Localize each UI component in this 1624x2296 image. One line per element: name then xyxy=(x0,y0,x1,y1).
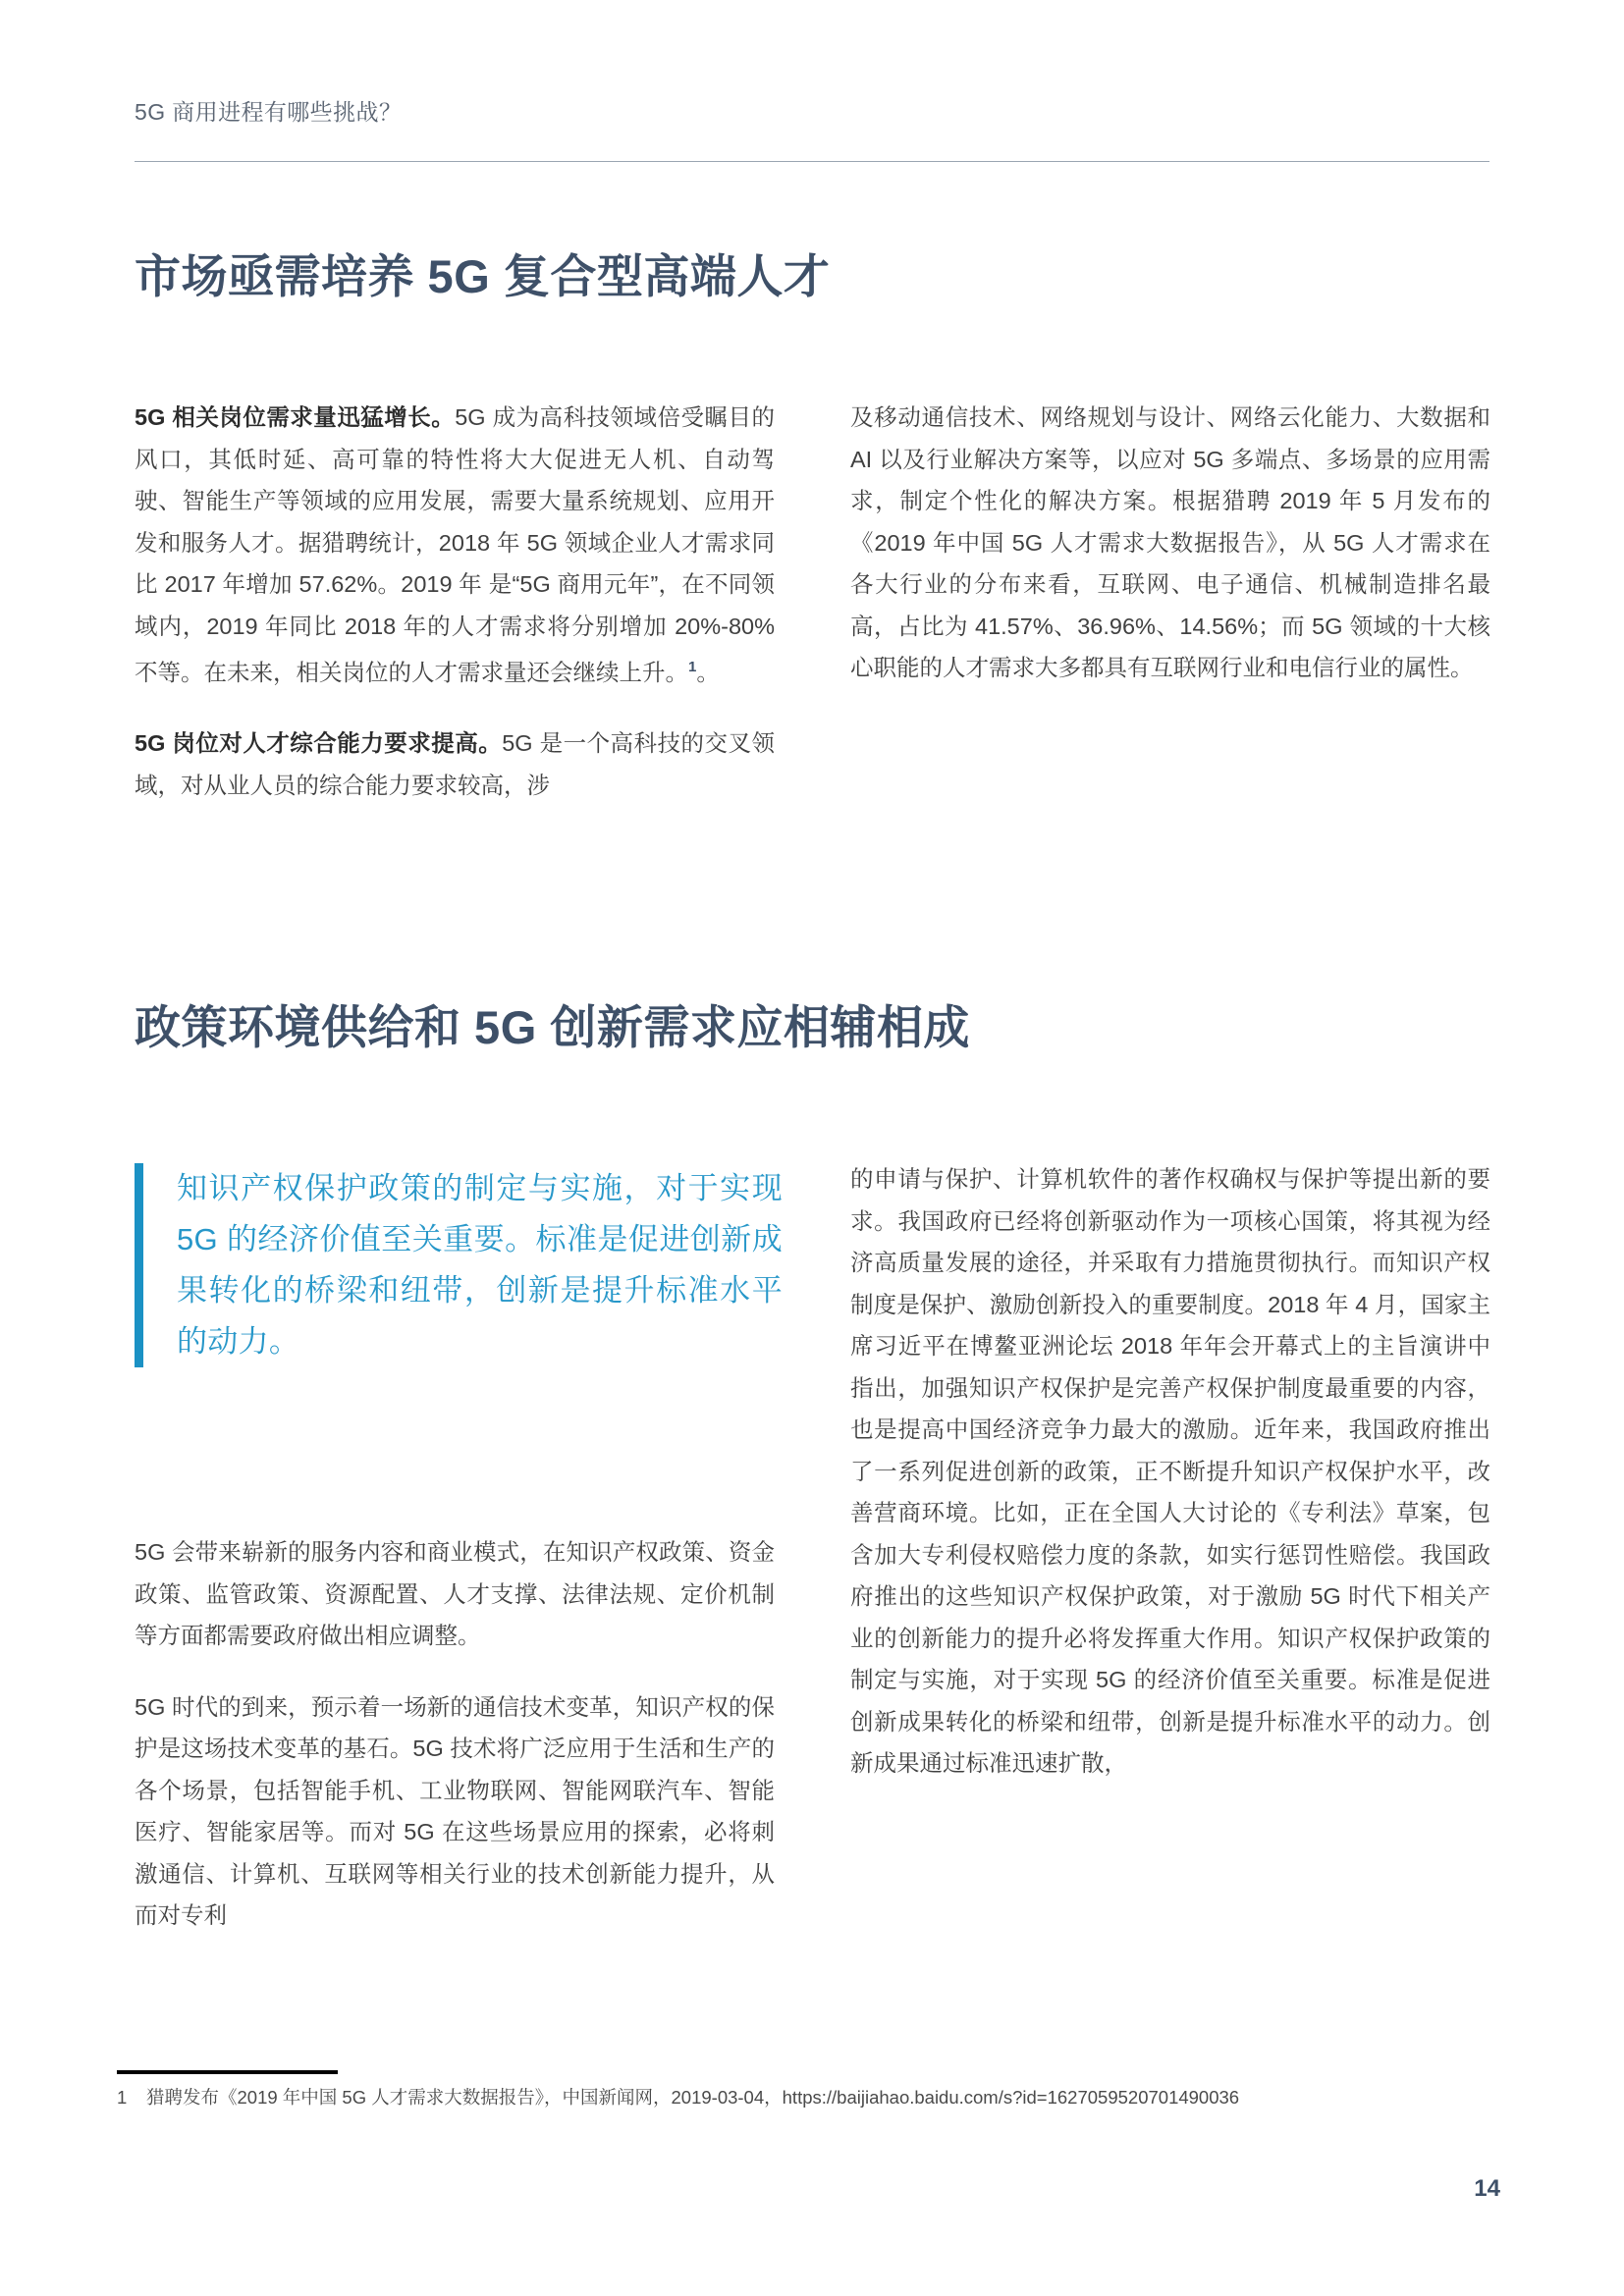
running-header-title: 5G 商用进程有哪些挑战？ xyxy=(135,99,403,125)
footnote xyxy=(117,2084,1511,2111)
section-heading-talent: 市场亟需培养 5G 复合型高端人才 xyxy=(135,250,831,302)
footnote-reference-marker: 1 xyxy=(688,659,697,675)
paragraph-lead-in: 5G 相关岗位需求量迅猛增长。 xyxy=(135,404,456,430)
paragraph-body: 5G 成为高科技领域倍受瞩目的风口，其低时延、高可靠的特性将大大促进无人机、自动驾驶、智能生产等领域的应用发展，需要大量系统规划、应用开发和服务人才。据猎聘统计，2018 年 5G 领域企业人才需求同比 2017 年增加 57.62%。2019 年 是“5G 商用元年”，在不同领域内，2019 年同比 2018 年的人才需求将分别增加 20%-80% 不等。在未来，相关岗位的人才需求量还会继续上升。 xyxy=(135,404,775,685)
footnote-separator-rule xyxy=(117,2070,338,2074)
paragraph: 5G 会带来崭新的服务内容和商业模式，在知识产权政策、资金政策、监管政策、资源配置、人才支撑、法律法规、定价机制等方面都需要政府做出相应调整。 xyxy=(135,1539,775,1648)
paragraph-body: 5G 是一个高科技的交叉领域，对从业人员的综合能力要求较高，涉 xyxy=(135,730,775,798)
paragraph xyxy=(135,397,775,693)
paragraph: 5G 时代的到来，预示着一场新的通信技术变革，知识产权的保护是这场技术变革的基石。5G 技术将广泛应用于生活和生产的各个场景，包括智能手机、工业物联网、智能网联汽车、智能医疗、智能家居等。而对 5G 在这些场景应用的探索，必将刺激通信、计算机、互联网等相关行业的技术创新能力提升，从而对专利 xyxy=(135,1693,775,1928)
paragraph-body-tail: 。 xyxy=(696,659,720,685)
paragraph: 的申请与保护、计算机软件的著作权确权与保护等提出新的要求。我国政府已经将创新驱动作为一项核心国策，将其视为经济高质量发展的途径，并采取有力措施贯彻执行。而知识产权制度是保护、激励创新投入的重要制度。2018 年 4 月，国家主席习近平在博鳌亚洲论坛 2018 年年会开幕式上的主旨演讲中指出，加强知识产权保护是完善产权保护制度最重要的内容，也是提高中国经济竞争力最大的激励。近年来，我国政府推出了一系列促进创新的政策，正不断提升知识产权保护水平，改善营商环境。比如，正在全国人大讨论的《专利法》草案，包含加大专利侵权赔偿力度的条款，如实行惩罚性赔偿。我国政府推出的这些知识产权保护政策，对于激励 5G 时代下相关产业的创新能力的提升必将发挥重大作用。知识产权保护政策的制定与实施，对于实现 5G 的经济价值至关重要。标准是促进创新成果转化的桥梁和纽带，创新是提升标准水平的动力。创新成果通过标准迅速扩散， xyxy=(850,1166,1490,1776)
section-heading-policy: 政策环境供给和 5G 创新需求应相辅相成 xyxy=(135,1001,970,1053)
footnote-text: 猎聘发布《2019 年中国 5G 人才需求大数据报告》，中国新闻网，2019-03-04，https://baijiahao.baidu.com/s?id=1627059520701490036 xyxy=(146,2087,1240,2108)
pull-quote-text: 知识产权保护政策的制定与实施，对于实现 5G 的经济价值至关重要。标准是促进创新成果转化的桥梁和纽带，创新是提升标准水平的动力。 xyxy=(177,1171,783,1359)
section1-right-column xyxy=(850,397,1490,689)
section1-left-column xyxy=(135,397,775,806)
header-divider-rule xyxy=(135,161,1489,162)
footnote-number: 1 xyxy=(117,2087,128,2108)
section2-right-column xyxy=(850,1158,1490,1785)
paragraph-lead-in: 5G 岗位对人才综合能力要求提高。 xyxy=(135,730,503,757)
page-number: 14 xyxy=(1474,2175,1500,2202)
paragraph: 及移动通信技术、网络规划与设计、网络云化能力、大数据和 AI 以及行业解决方案等，以应对 5G 多端点、多场景的应用需求，制定个性化的解决方案。根据猎聘 2019 年 5 月发布的《2019 年中国 5G 人才需求大数据报告》，从 5G 人才需求在各大行业的分布来看，互联网、电子通信、机械制造排名最高，占比为 41.57%、36.96%、14.56%；而 5G 领域的十大核心职能的人才需求大多都具有互联网行业和电信行业的属性。 xyxy=(850,404,1490,680)
section2-left-column xyxy=(135,1531,775,1937)
paragraph xyxy=(135,722,775,806)
pull-quote-block xyxy=(135,1163,783,1367)
